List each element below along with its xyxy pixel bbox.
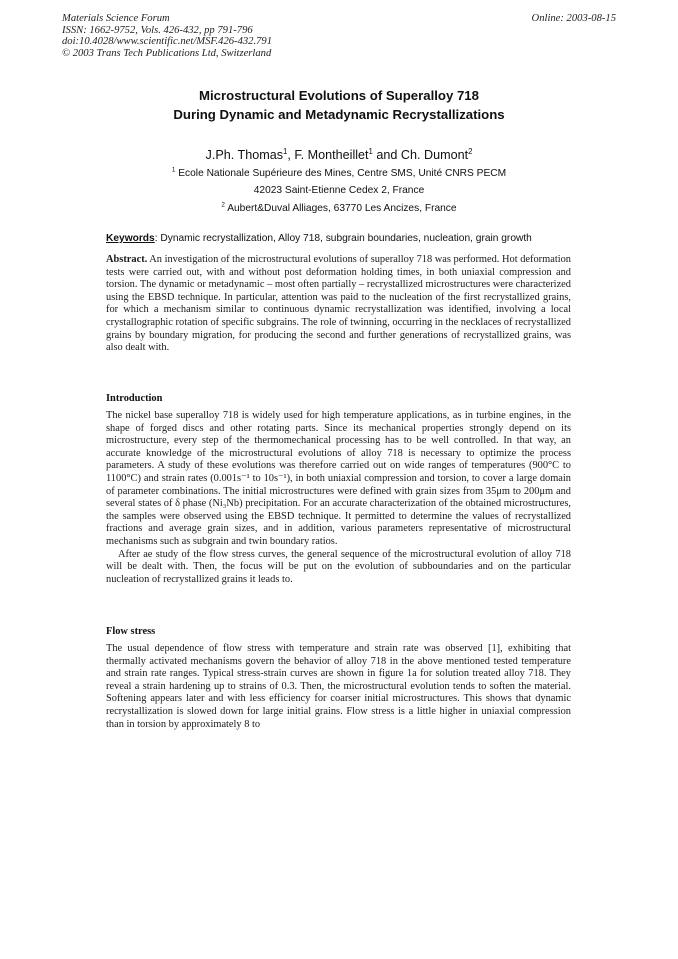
keywords-label: Keywords xyxy=(106,233,155,244)
section-heading-introduction: Introduction xyxy=(106,393,163,404)
abstract-text: An investigation of the microstructural evolutions of superalloy 718 was performed. Hot deformation tests were carried out, with and without post deformation holding times, in both uniaxial compression and torsion. The dynamic or metadynamic – most often partially – recrystallized microstructures were characterized using the EBSD technique. In particular, attention was paid to the nucleation of the first recrystallized grains, for which a mechanism similar to continuous dynamic recrystallization was identified, involving a local crystallographic rotation of specific subgrains. The role of twinning, occurring in the necklaces of recrystallized grains by boundary migration, for producing the second and further generations of recrystallized grains, was also dealt with. xyxy=(106,254,571,354)
author-thomas-affil: 1 xyxy=(283,146,288,156)
affiliation-1-address: 42023 Saint-Etienne Cedex 2, France xyxy=(253,185,425,196)
doi-line: doi:10.4028/www.scientific.net/MSF.426-432.791 xyxy=(62,36,272,48)
introduction-body xyxy=(106,410,571,586)
issn-line: ISSN: 1662-9752, Vols. 426-432, pp 791-796 xyxy=(62,24,253,36)
affiliation-1 xyxy=(0,168,678,179)
affiliation-2-text: Aubert&Duval Alliages, 63770 Les Ancizes, France xyxy=(224,203,457,214)
introduction-paragraph-1: The nickel base superalloy 718 is widely used for high temperature applications, as in turbine engines, in the shape of forged discs and other rotating parts. Since its mechanical properties strongly depend on its microstructure, every step of the thermomechanical processing has to be well controlled. In that way, an accurate knowledge of the microstructural evolutions of alloy 718 is necessary to optimize the process parameters. A study of these evolutions was therefore carried out on wide ranges of temperatures (900°C to 1100°C) and strain rates (0.001s⁻¹ to 10s⁻¹), in both uniaxial compression and torsion, to cover a large domain of parameter combinations. The initial microstructures were defined with grain sizes from 35μm to 200μm and several states of δ phase (Ni₃Nb) precipitation. For an accurate characterization of the obtained microstructures, the samples were observed using the EBSD technique. It permitted to determine the values of recrystallized fractions and average grain sizes, and in addition, various parameters representative of microstructural mechanisms such as subgrain and twin boundary ratios. xyxy=(106,410,571,547)
affiliation-1-text: Ecole Nationale Supérieure des Mines, Centre SMS, Unité CNRS PECM xyxy=(175,168,507,179)
affiliation-1-mark: 1 xyxy=(171,166,176,174)
keywords-text: : Dynamic recrystallization, Alloy 718, subgrain boundaries, nucleation, grain growth xyxy=(154,233,532,244)
author-montheillet: , F. Montheillet xyxy=(287,148,369,162)
author-dumont-affil: 2 xyxy=(468,146,473,156)
online-date: Online: 2003-08-15 xyxy=(531,13,616,24)
paper-title-line-1: Microstructural Evolutions of Superalloy 718 xyxy=(199,88,479,103)
keywords xyxy=(106,233,532,244)
abstract xyxy=(106,254,571,355)
abstract-label: Abstract. xyxy=(106,254,148,265)
journal-header xyxy=(62,13,272,59)
affiliation-2 xyxy=(0,203,678,214)
journal-name: Materials Science Forum xyxy=(62,13,170,24)
paper-title-line-2: During Dynamic and Metadynamic Recrystallizations xyxy=(173,107,505,122)
section-heading-flow-stress: Flow stress xyxy=(106,626,156,637)
affiliation-2-mark: 2 xyxy=(221,201,225,209)
author-thomas: J.Ph. Thomas xyxy=(205,148,283,162)
author-montheillet-affil: 1 xyxy=(368,146,373,156)
flow-stress-body xyxy=(106,643,571,731)
introduction-paragraph-2: After ae study of the flow stress curves, the general sequence of the microstructural evolution of alloy 718 will be dealt with. Then, the focus will be put on the evolution of subboundaries and on the particular nucleation of recrystallized grains it leads to. xyxy=(106,548,571,585)
flow-stress-paragraph-1: The usual dependence of flow stress with temperature and strain rate was observed [1], exhibiting that thermally activated mechanisms govern the behavior of alloy 718 in the above mentioned tested temperature and strain rate ranges. Typical stress-strain curves are shown in figure 1a for solution treated alloy 718. They reveal a strain hardening up to strains of 0.3. Then, the microstructural evolution tends to soften the material. Softening appears later and with less efficiency for coarser initial microstructures. This shows that dynamic recrystallization is slowed down for large initial grains. Flow stress is a little higher in uniaxial compression than in torsion by approximately 8 to xyxy=(106,643,571,730)
copyright-line: © 2003 Trans Tech Publications Ltd, Switzerland xyxy=(62,47,272,59)
author-dumont: and Ch. Dumont xyxy=(372,148,469,162)
author-list xyxy=(0,148,678,162)
